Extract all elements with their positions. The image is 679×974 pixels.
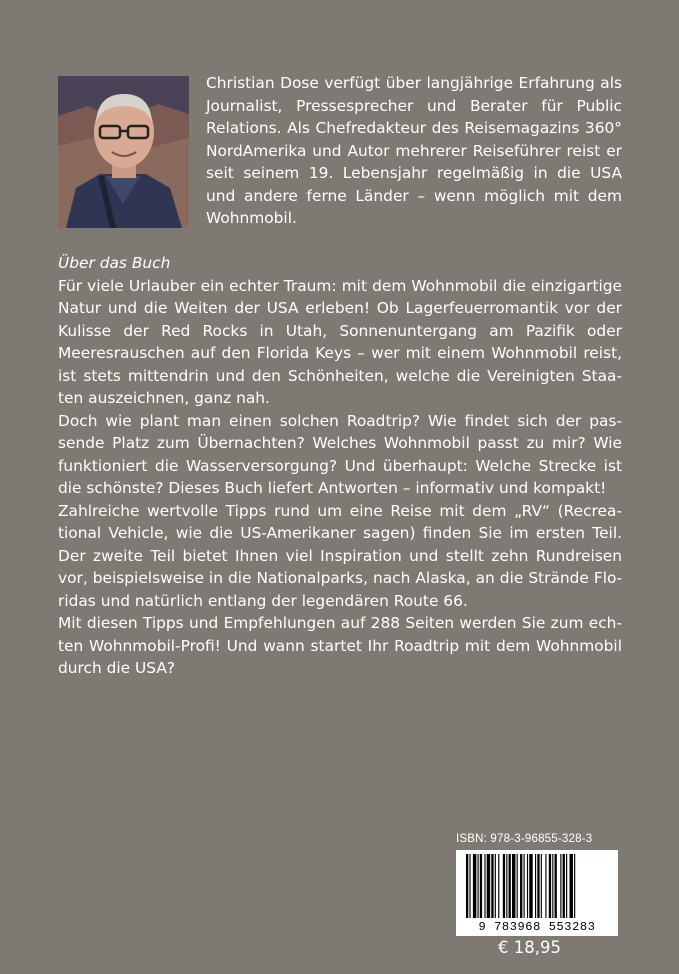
description-paragraph: Für viele Urlauber ein echter Traum: mit dem Wohnmobil die einzigartige Natur und die Weiten der USA erleben! Ob Lagerfeuerromantik vor der Kulisse der Red Rocks in Utah, Sonnenuntergang am Pazifik oder Meeresrauschen auf den Florida Keys – wer mit einem Wohnmobil reist, ist stets mittendrin und den Schönheiten, welche die Vereinigten Staaten auszeichnen, ganz nah.: [58, 276, 622, 407]
description-paragraph: Mit diesen Tipps und Empfehlungen auf 288 Seiten werden Sie zum echten Wohnmobil-Profi! Und wann startet Ihr Roadtrip mit dem Wohnmobil durch die USA?: [58, 614, 622, 677]
barcode-bar: [552, 854, 553, 918]
barcode-bar: [535, 854, 536, 918]
barcode-bar: [487, 854, 490, 918]
price: € 18,95: [498, 938, 561, 957]
barcode-bar: [537, 854, 539, 918]
barcode-digits: 9 783968 553283: [478, 920, 596, 934]
barcode-bar: [503, 854, 505, 918]
isbn-block: [456, 832, 618, 936]
barcode-bar: [469, 854, 470, 918]
isbn-label: ISBN: 978-3-96855-328-3: [456, 833, 593, 845]
barcode-bar: [473, 854, 476, 918]
barcode-bar: [484, 854, 485, 918]
barcode-bar: [495, 854, 496, 918]
barcode-bar: [478, 854, 479, 918]
barcode-bar: [560, 854, 561, 918]
barcode-bar: [466, 854, 468, 918]
barcode-bar: [574, 854, 575, 918]
barcode-bar: [529, 854, 532, 918]
barcode-bar: [549, 854, 551, 918]
author-bio: Christian Dose verfügt über langjährige Erfahrung als Journalist, Pressesprecher und Berater für Public Relations. Als Chefredakteur des Reisemagazins 360° NordAmerika und Autor mehrerer Reiseführer reist er seit seinem 19. Lebensjahr regelmäßig in die USA und andere ferne Länder – wenn möglich mit dem Wohnmobil.: [206, 74, 622, 227]
barcode-bar: [570, 854, 573, 918]
barcode-bar: [509, 854, 511, 918]
description-paragraph: Zahlreiche wertvolle Tipps rund um eine Reise mit dem „RV“ (Recreational Vehicle, wie die US-Amerikaner sagen) finden Sie im ersten Teil. Der zweite Teil bietet Ihnen viel Inspiration und stellt zehn Rundreisen vor, beispielsweise in die Nationalparks, nach Alaska, an die Strände Floridas und natürlich entlang der legendären Route 66.: [58, 501, 622, 610]
barcode-bar: [563, 854, 565, 918]
barcode-bar: [506, 854, 507, 918]
book-description: [58, 252, 622, 680]
barcode-bar: [555, 854, 557, 918]
barcode-graphic: [456, 850, 618, 936]
barcode-bar: [527, 854, 528, 918]
barcode-bar: [545, 854, 546, 918]
barcode-bar: [480, 854, 482, 918]
barcode-bar: [498, 854, 499, 918]
description-paragraph: Doch wie plant man einen solchen Roadtrip? Wie findet sich der passende Platz zum Übernachten? Welches Wohnmobil passt zu mir? Wie funktioniert die Wasserversorgung? Und überhaupt: Welche Strecke ist die schönste? Dieses Buch liefert Antworten – informativ und kompakt!: [58, 411, 622, 497]
section-title: Über das Buch: [58, 254, 171, 272]
barcode-bar: [520, 854, 522, 918]
barcode-bar: [517, 854, 518, 918]
barcode: [456, 850, 618, 936]
author-photo: [58, 76, 189, 228]
barcode-bar: [566, 854, 567, 918]
barcode-bar: [541, 854, 542, 918]
barcode-bar: [512, 854, 515, 918]
barcode-bar: [491, 854, 493, 918]
barcode-bar: [524, 854, 525, 918]
